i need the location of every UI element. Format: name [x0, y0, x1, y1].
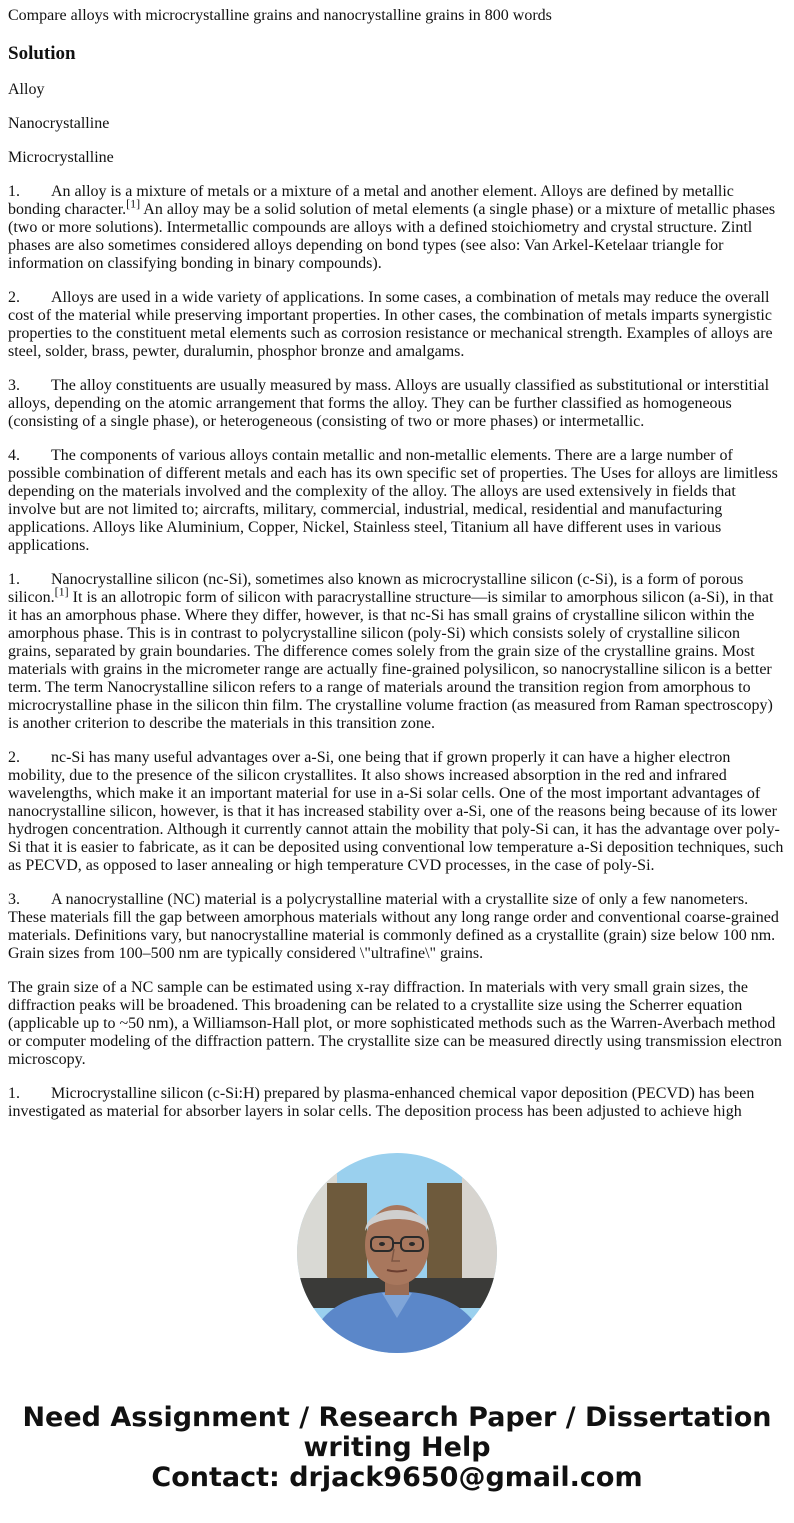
banner-contact: Contact: drjack9650@gmail.com [151, 1462, 643, 1493]
list-number: 1. [8, 183, 20, 200]
paragraph-text: The grain size of a NC sample can be estimated using x-ray diffraction. In materials with very small grain sizes, the diffraction peaks will be broadened. This broadening can be related to a crystallite size using the Scherrer equation (applicable up to ~50 nm), a Williamson-Hall plot, or more sophisticated methods such as the Warren-Averbach method or computer modeling of the diffraction pattern. The crystallite size can be measured directly using transmission electron microscopy. [8, 979, 782, 1068]
document-body [8, 0, 786, 1124]
term-nanocrystalline: Nanocrystalline [8, 115, 110, 132]
paragraph-text: The alloy constituents are usually measured by mass. Alloys are usually classified as substitutional or interstitial alloys, depending on the atomic arrangement that forms the alloy. They can be further classified as homogeneous (consisting of a single phase), or heterogeneous (consisting of two or more phases) or intermetallic. [8, 377, 770, 430]
paragraph-text: nc-Si has many useful advantages over a-Si, one being that if grown properly it can have a higher electron mobility, due to the presence of the silicon crystallites. It also shows increased absorption in the red and infrared wavelengths, which make it an important material for use in a-Si solar cells. One of the most important advantages of nanocrystalline silicon, however, is that it has increased stability over a-Si, one of the reasons being because of its lower hydrogen concentration. Although it currently cannot attain the mobility that poly-Si can, it has the advantage over poly-Si that it is easier to fabricate, as it can be deposited using conventional low temperature a-Si deposition techniques, such as PECVD, as opposed to laser annealing or high temperature CVD processes, in the case of poly-Si. [8, 749, 784, 874]
paragraph-micro-1 [8, 1085, 786, 1121]
list-number: 3. [8, 891, 20, 908]
paragraph-text: An alloy may be a solid solution of metal elements (a single phase) or a mixture of metallic phases (two or more solutions). Intermetallic compounds are alloys with a defined stoichiometry and crystal structure. Zintl phases are also sometimes considered alloys depending on bond types (see also: Van Arkel-Ketelaar triangle for information on classifying bonding in binary compounds). [8, 201, 776, 272]
term-microcrystalline: Microcrystalline [8, 149, 114, 166]
author-photo [297, 1153, 497, 1353]
portrait-image [297, 1153, 497, 1353]
paragraph-alloy-3 [8, 377, 786, 431]
paragraph-nano-3 [8, 891, 786, 963]
list-number: 4. [8, 447, 20, 464]
solution-heading: Solution [8, 43, 76, 64]
list-number: 1. [8, 1085, 20, 1102]
paragraph-alloy-1 [8, 183, 786, 273]
term-alloy: Alloy [8, 81, 45, 98]
paragraph-text: Nanocrystalline silicon (nc-Si), sometimes also known as microcrystalline silicon (c-Si), is a form of porous silicon. [8, 571, 744, 606]
list-number: 1. [8, 571, 20, 588]
paragraph-alloy-2 [8, 289, 786, 361]
citation: [1] [54, 584, 69, 599]
paragraph-alloy-4 [8, 447, 786, 555]
banner-line-2: writing Help [303, 1432, 491, 1463]
paragraph-nano-2 [8, 749, 786, 875]
paragraph-text: The components of various alloys contain metallic and non-metallic elements. There are a large number of possible combination of different metals and each has its own specific set of properties. The Uses for alloys are limitless depending on the materials involved and the complexity of the alloy. The alloys are used extensively in fields that involve but are not limited to; aircrafts, military, commercial, industrial, medical, residential and manufacturing applications. Alloys like Aluminium, Copper, Nickel, Stainless steel, Titanium all have different uses in various applications. [8, 447, 778, 554]
paragraph-text: Microcrystalline silicon (c-Si:H) prepared by plasma-enhanced chemical vapor deposition (PECVD) has been investigated as material for absorber layers in solar cells. The deposition process has been adjusted to achieve high [8, 1085, 755, 1120]
paragraph-text: An alloy is a mixture of metals or a mixture of a metal and another element. Alloys are defined by metallic bonding character. [8, 183, 734, 218]
list-number: 2. [8, 289, 20, 306]
list-number: 3. [8, 377, 20, 394]
citation: [1] [126, 196, 141, 211]
contact-banner [0, 1403, 794, 1493]
paragraph-text: Alloys are used in a wide variety of applications. In some cases, a combination of metals may reduce the overall cost of the material while preserving important properties. In other cases, the combination of metals imparts synergistic properties to the constituent metal elements such as corrosion resistance or mechanical strength. Examples of alloys are steel, solder, brass, pewter, duralumin, phosphor bronze and amalgams. [8, 289, 773, 360]
paragraph-text: A nanocrystalline (NC) material is a polycrystalline material with a crystallite size of only a few nanometers. These materials fill the gap between amorphous materials without any long range order and conventional coarse-grained materials. Definitions vary, but nanocrystalline material is commonly defined as a crystallite (grain) size below 100 nm. Grain sizes from 100–500 nm are typically considered \"ultrafine\" grains. [8, 891, 779, 962]
question-text: Compare alloys with microcrystalline grains and nanocrystalline grains in 800 words [8, 7, 552, 24]
paragraph-text: It is an allotropic form of silicon with paracrystalline structure—is similar to amorphous silicon (a-Si), in that it has an amorphous phase. Where they differ, however, is that nc-Si has small grains of crystalline silicon within the amorphous phase. This is in contrast to polycrystalline silicon (poly-Si) which consists solely of crystalline silicon grains, separated by grain boundaries. The difference comes solely from the grain size of the crystalline grains. Most materials with grains in the micrometer range are actually fine-grained polysilicon, so nanocrystalline silicon is a better term. The term Nanocrystalline silicon refers to a range of materials around the transition region from amorphous to microcrystalline phase in the silicon thin film. The crystalline volume fraction (as measured from Raman spectroscopy) is another criterion to describe the materials in this transition zone. [8, 589, 774, 732]
paragraph-grain-size [8, 979, 786, 1069]
list-number: 2. [8, 749, 20, 766]
banner-line-1: Need Assignment / Research Paper / Dissertation [22, 1402, 772, 1433]
paragraph-nano-1 [8, 571, 786, 733]
